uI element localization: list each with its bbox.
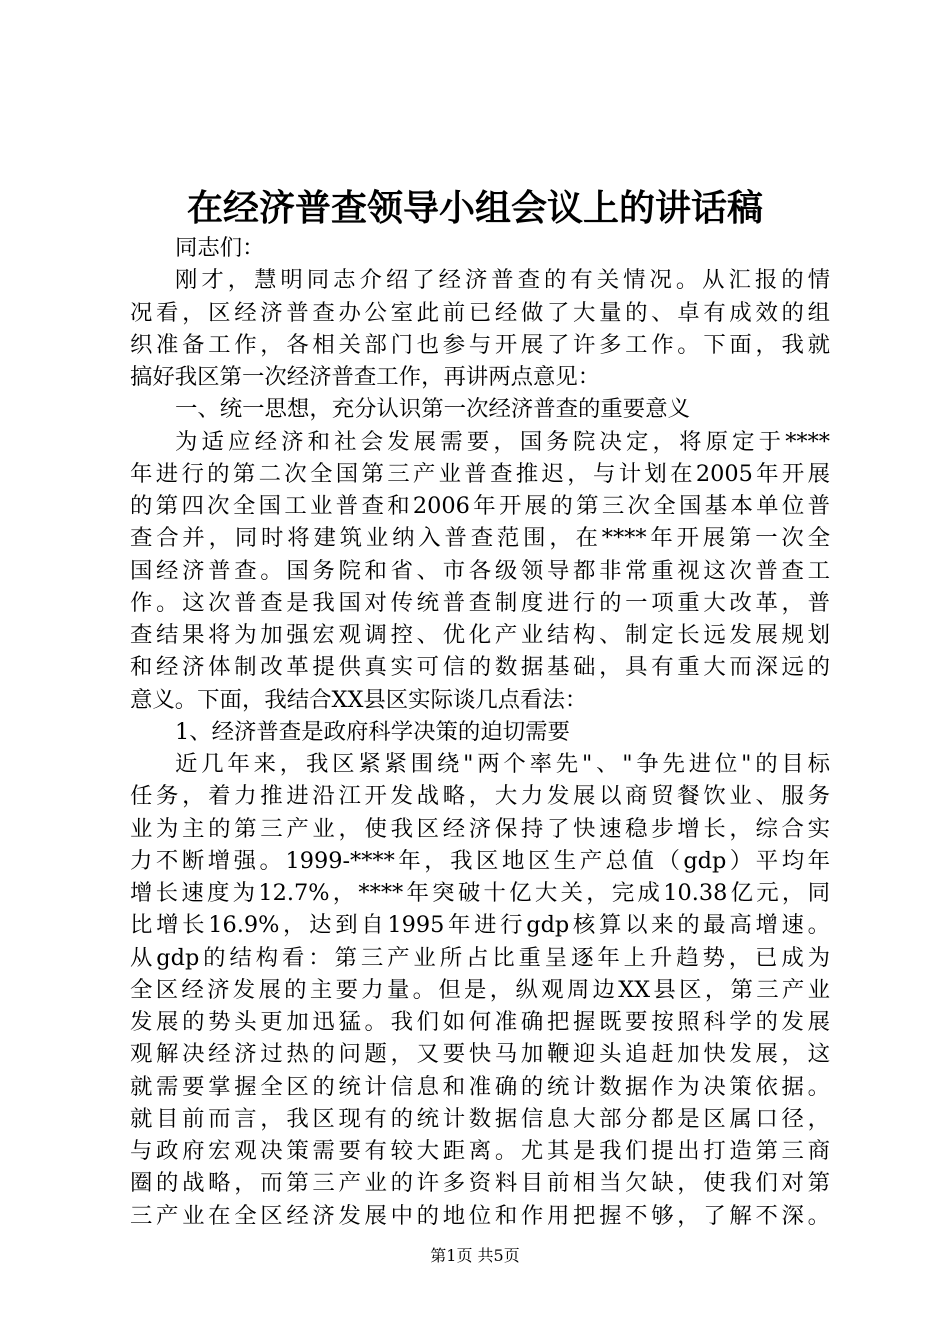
text-line: 国经济普查。国务院和省、市各级领导都非常重视这次普查工: [130, 557, 830, 584]
text-line: 近几年来，我区紧紧围绕"两个率先"、"争先进位"的目标: [175, 751, 830, 777]
text-line: 查合并，同时将建筑业纳入普查范围，在****年开展第一次全: [130, 525, 830, 552]
text-line: 搞好我区第一次经济普查工作，再讲两点意见：: [130, 364, 601, 390]
text-line: 圈的战略，而第三产业的许多资料目前相当欠缺，使我们对第: [130, 1170, 830, 1197]
text-line: 观解决经济过热的问题，又要快马加鞭迎头追赶加快发展，这: [130, 1041, 830, 1068]
text-line: 就目前而言，我区现有的统计数据信息大部分都是区属口径，: [130, 1105, 830, 1132]
text-line: 年进行的第二次全国第三产业普查推迟，与计划在2005年开展: [130, 460, 830, 487]
text-line: 和经济体制改革提供真实可信的数据基础，具有重大而深远的: [130, 654, 830, 681]
text-line: 查结果将为加强宏观调控、优化产业结构、制定长远发展规划: [130, 622, 830, 648]
document-body: [130, 232, 830, 1232]
text-line: 织准备工作，各相关部门也参与开展了许多工作。下面，我就: [130, 331, 830, 358]
document-title: 在经济普查领导小组会议上的讲话稿: [186, 187, 763, 229]
text-line: 力不断增强。1999-****年，我区地区生产总值（gdp）平均年: [130, 847, 830, 874]
text-line: 比增长16.9%，达到自1995年进行gdp核算以来的最高增速。: [130, 912, 830, 939]
page-footer: 第1页 共5页: [430, 1246, 520, 1265]
text-line: 的第四次全国工业普查和2006年开展的第三次全国基本单位普: [130, 493, 830, 519]
text-line: 增长速度为12.7%，****年突破十亿大关，完成10.38亿元，同: [130, 880, 830, 906]
text-line: 三产业在全区经济发展中的地位和作用把握不够，了解不深。: [130, 1202, 830, 1229]
text-line: 为适应经济和社会发展需要，国务院决定，将原定于****: [175, 428, 830, 455]
text-line: 从gdp的结构看：第三产业所占比重呈逐年上升趋势，已成为: [130, 944, 830, 971]
text-line: 意义。下面，我结合XX县区实际谈几点看法：: [130, 686, 588, 713]
text-line: 任务，着力推进沿江开发战略，大力发展以商贸餐饮业、服务: [130, 783, 830, 810]
text-line: 全区经济发展的主要力量。但是，纵观周边XX县区，第三产业: [130, 976, 830, 1003]
text-line: 作。这次普查是我国对传统普查制度进行的一项重大改革，普: [130, 589, 830, 616]
text-line: 就需要掌握全区的统计信息和准确的统计数据作为决策依据。: [130, 1073, 830, 1100]
text-line: 同志们：: [175, 235, 265, 261]
text-line: 发展的势头更加迅猛。我们如何准确把握既要按照科学的发展: [130, 1009, 830, 1035]
text-line: 1、经济普查是政府科学决策的迫切需要: [175, 718, 570, 745]
text-line: 业为主的第三产业，使我区经济保持了快速稳步增长，综合实: [130, 815, 830, 842]
text-line: 况看，区经济普查办公室此前已经做了大量的、卓有成效的组: [130, 299, 830, 326]
text-line: 一、统一思想，充分认识第一次经济普查的重要意义: [175, 396, 690, 423]
text-line: 刚才，慧明同志介绍了经济普查的有关情况。从汇报的情: [175, 267, 830, 294]
text-line: 与政府宏观决策需要有较大距离。尤其是我们提出打造第三商: [130, 1138, 830, 1164]
